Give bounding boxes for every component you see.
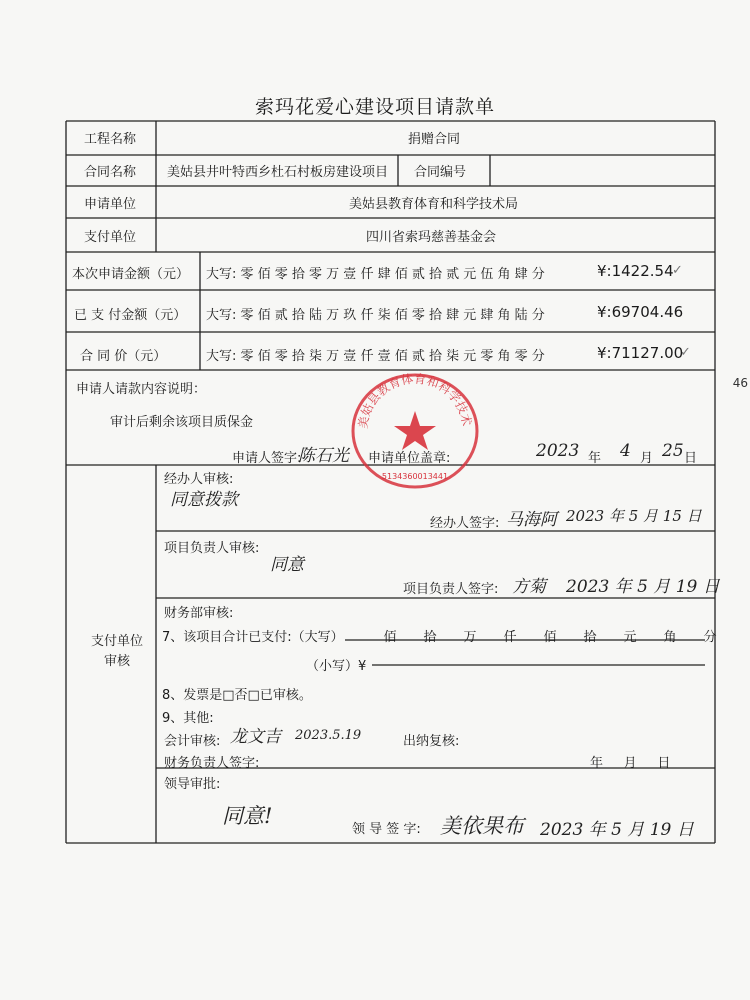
leader-signature: 美依果布	[440, 814, 524, 838]
applicant-seal-label: 申请单位盖章:	[368, 451, 451, 466]
applicant-desc-label: 申请人请款内容说明：	[76, 382, 207, 397]
seal-code: 5134360013441	[381, 472, 449, 481]
current-amount-label: 本次申请金额（元）	[72, 267, 190, 282]
leader-review-label: 领导审批:	[164, 777, 221, 792]
form-title: 索玛花爱心建设项目请款单	[254, 96, 495, 118]
finance-unit-5: 拾	[583, 630, 597, 645]
contract-price-label: 合 同 价（元）	[80, 349, 167, 364]
seal-star-icon	[394, 411, 436, 450]
finance-item9: 9、其他:	[162, 711, 214, 726]
finance-small-label: （小写）¥	[306, 659, 367, 674]
leader-sign-label: 领 导 签 字:	[352, 822, 421, 837]
finance-unit-3: 仟	[503, 630, 517, 645]
current-amount-check-icon: ✓	[672, 263, 683, 278]
handler-signature: 马海阿	[506, 510, 557, 530]
accountant-date: 2023.5.19	[295, 728, 362, 743]
applicant-unit-value: 美姑县教育体育和科学技术局	[349, 197, 519, 212]
paid-amount-caps: 大写: 零 佰 贰 拾 陆 万 玖 仟 柒 佰 零 拾 肆 元 肆 角 陆 分	[206, 308, 545, 323]
payment-unit-label: 支付单位	[84, 230, 137, 245]
applicant-day-unit: 日	[684, 451, 698, 466]
finance-unit-6: 元	[623, 630, 637, 645]
project-lead-date: 2023 年 5 月 19 日	[566, 577, 720, 597]
finance-unit-4: 佰	[543, 630, 557, 645]
paid-amount-number: ¥:69704.46	[597, 303, 684, 321]
handler-sign-label: 经办人签字:	[430, 516, 500, 531]
handler-opinion: 同意拨款	[170, 490, 238, 510]
leader-opinion: 同意!	[222, 804, 273, 828]
contract-name-label: 合同名称	[84, 165, 137, 180]
applicant-sign-label: 申请人签字:	[232, 451, 302, 466]
applicant-day: 25	[662, 441, 684, 461]
project-lead-sign-label: 项目负责人签字:	[403, 582, 499, 597]
contract-price-caps: 大写: 零 佰 零 拾 柒 万 壹 仟 壹 佰 贰 拾 柒 元 零 角 零 分	[206, 349, 545, 364]
project-name-label: 工程名称	[84, 132, 137, 147]
handler-review-label: 经办人审核:	[164, 472, 234, 487]
applicant-year: 2023	[536, 441, 580, 461]
paid-amount-label: 已 支 付金额（元）	[74, 308, 187, 323]
finance-item8: 8、发票是□否□已审核。	[162, 688, 312, 703]
cashier-label: 出纳复核:	[403, 734, 460, 749]
finance-caps-units	[370, 626, 730, 645]
finance-item7: 7、该项目合计已支付:（大写）	[162, 630, 344, 645]
finance-unit-7: 角	[663, 630, 677, 645]
accountant-signature: 龙文吉	[230, 727, 281, 747]
current-amount-number: ¥:1422.54	[597, 262, 674, 280]
applicant-signature: 陈石光	[298, 446, 349, 466]
project-lead-opinion: 同意	[270, 555, 304, 575]
finance-lead-label: 财务负责人签字:	[164, 756, 260, 771]
payment-unit-value: 四川省索玛慈善基金会	[366, 230, 497, 245]
finance-unit-1: 拾	[423, 630, 437, 645]
handler-date: 2023 年 5 月 15 日	[566, 507, 702, 525]
applicant-desc-text: 审计后剩余该项目质保金	[110, 415, 254, 430]
leader-date: 2023 年 5 月 19 日	[540, 820, 694, 840]
finance-unit-2: 万	[463, 630, 477, 645]
payment-review-label: 支付单位 审核	[91, 634, 144, 669]
contract-name-value: 美姑县井叶特西乡杜石村板房建设项目	[167, 165, 389, 180]
contract-price-number: ¥:71127.00	[597, 344, 684, 362]
applicant-unit-label: 申请单位	[84, 197, 137, 212]
contract-price-check-icon: ✓	[680, 345, 691, 360]
finance-unit-0: 佰	[383, 630, 397, 645]
finance-unit-8: 分	[703, 630, 717, 645]
finance-lead-date: 年 月 日	[590, 756, 671, 771]
project-name-value: 捐赠合同	[408, 132, 461, 147]
current-amount-caps: 大写: 零 佰 零 拾 零 万 壹 仟 肆 佰 贰 拾 贰 元 伍 角 肆 分	[206, 267, 545, 282]
applicant-month: 4	[620, 441, 631, 461]
side-note: 46	[732, 376, 748, 390]
project-lead-signature: 方菊	[512, 577, 546, 597]
finance-review-label: 财务部审核:	[164, 606, 234, 621]
applicant-year-unit: 年	[588, 451, 602, 466]
accountant-label: 会计审核:	[164, 734, 221, 749]
seal-text: 美姑县教育体育和科学技术	[355, 371, 474, 430]
contract-no-label: 合同编号	[414, 165, 467, 180]
project-lead-review-label: 项目负责人审核:	[164, 541, 260, 556]
applicant-month-unit: 月	[640, 451, 654, 466]
official-seal	[345, 367, 485, 499]
